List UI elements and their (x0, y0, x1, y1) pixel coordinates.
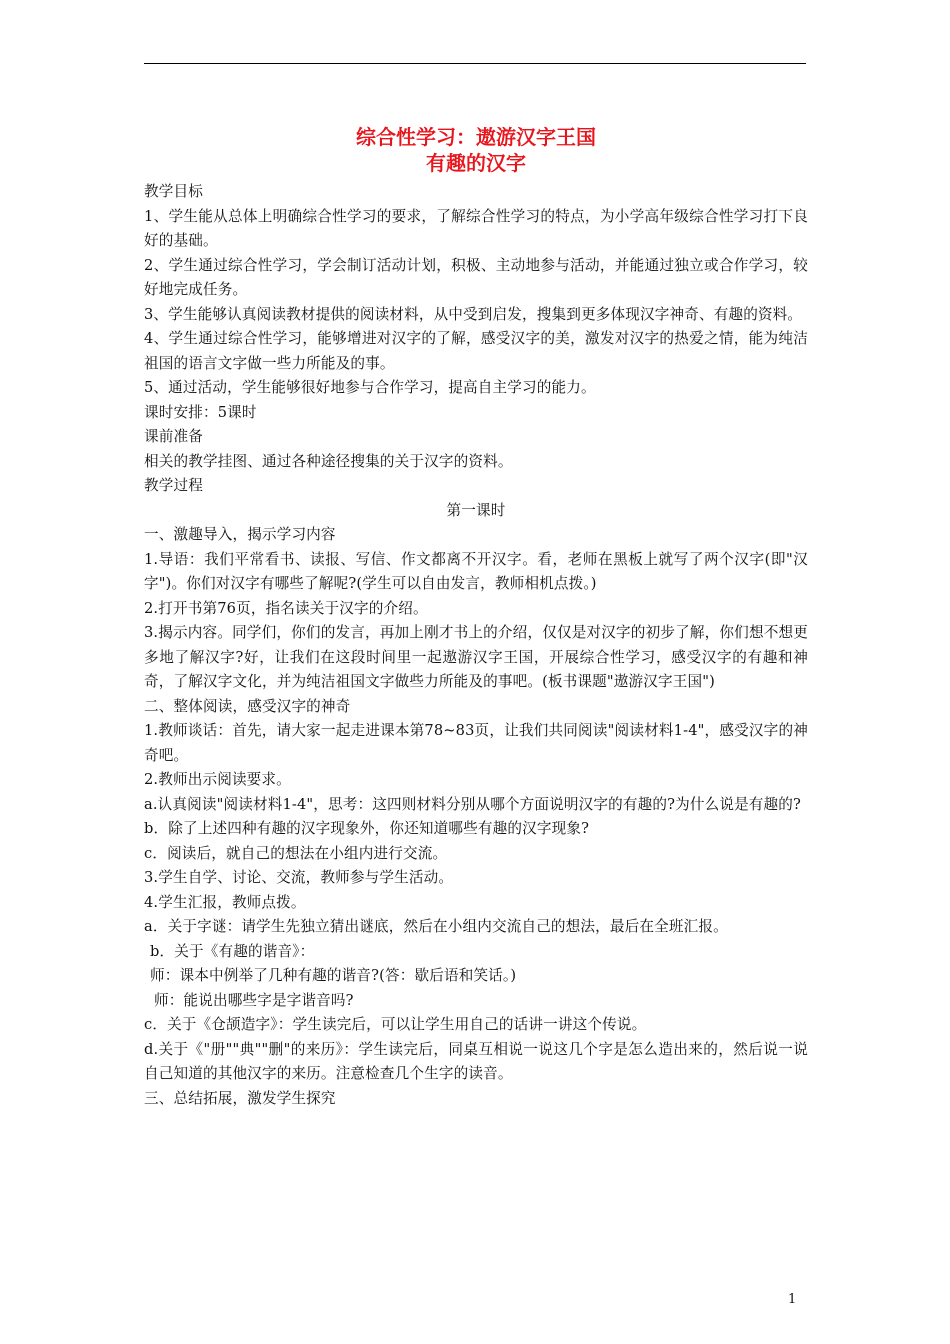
goal-1: 1、学生能从总体上明确综合性学习的要求，了解综合性学习的特点，为小学高年级综合性学习打下良好的基础。 (144, 207, 808, 249)
goal-2: 2、学生通过综合性学习，学会制订活动计划，积极、主动地参与活动，并能通过独立或合作学习，较好地完成任务。 (144, 256, 808, 298)
goal-5: 5、通过活动，学生能够很好地参与合作学习，提高自主学习的能力。 (144, 379, 596, 396)
report-item-b-question-2: 师：能说出哪些字是字谐音吗? (154, 991, 354, 1009)
section-heading-goals: 教学目标 (144, 183, 203, 200)
report-item-b-question-1: 师：课本中例举了几种有趣的谐音?(答：歇后语和笑话。) (150, 967, 517, 984)
section-heading-preparation: 课前准备 (144, 428, 203, 445)
part-1-item-3: 3.揭示内容。同学们，你们的发言，再加上刚才书上的介绍，仅仅是对汉字的初步了解，你们想不想更多地了解汉字?好，让我们在这段时间里一起遨游汉字王国，开展综合性学习，感受汉字的有趣和神奇，了解汉字文化，并为纯洁祖国文字做些力所能及的事吧。(板书课题"遨游汉字王国") (144, 624, 808, 690)
goal-4: 4、学生通过综合性学习，能够增进对汉字的了解，感受汉字的美，激发对汉字的热爱之情，能为纯洁祖国的语言文字做一些力所能及的事。 (144, 330, 808, 372)
part-2-heading: 二、整体阅读，感受汉字的神奇 (144, 697, 351, 715)
reading-requirement-c: c．阅读后，就自己的想法在小组内进行交流。 (144, 844, 448, 862)
document-title: 综合性学习：遨游汉字王国 (356, 125, 596, 149)
reading-requirement-b: b．除了上述四种有趣的汉字现象外，你还知道哪些有趣的汉字现象? (144, 820, 590, 837)
part-1-item-1: 1.导语：我们平常看书、读报、写信、作文都离不开汉字。看，老师在黑板上就写了两个汉字(即"汉字")。你们对汉字有哪些了解呢?(学生可以自由发言，教师相机点拨。) (144, 550, 808, 592)
part-1-heading: 一、激趣导入，揭示学习内容 (144, 526, 336, 543)
report-item-c: c．关于《仓颉造字》：学生读完后，可以让学生用自己的话讲一讲这个传说。 (144, 1016, 647, 1033)
part-1-item-2: 2.打开书第76页，指名读关于汉字的介绍。 (144, 599, 428, 617)
part-2-item-1: 1.教师谈话：首先，请大家一起走进课本第78~83页，让我们共同阅读"阅读材料1-4"，感受汉字的神奇吧。 (144, 722, 808, 764)
report-item-d: d.关于《"册""典""删"的来历》：学生读完后，同桌互相说一说这几个字是怎么造出来的，然后说一说自己知道的其他汉字的来历。注意检查几个生字的读音。 (144, 1040, 808, 1082)
lesson-heading: 第一课时 (446, 501, 506, 519)
page-number: 1 (788, 1292, 797, 1307)
lesson-schedule: 课时安排：5课时 (144, 403, 257, 421)
document-subtitle: 有趣的汉字 (426, 151, 526, 175)
document-body (144, 124, 808, 1111)
part-2-item-3: 3.学生自学、讨论、交流，教师参与学生活动。 (144, 869, 454, 886)
part-2-item-2: 2.教师出示阅读要求。 (144, 771, 291, 788)
header-rule (144, 63, 806, 64)
reading-requirement-a: a.认真阅读"阅读材料1-4"，思考：这四则材料分别从哪个方面说明汉字的有趣的?为什么说是有趣的? (144, 795, 802, 813)
part-2-item-4: 4.学生汇报，教师点拨。 (144, 893, 306, 911)
part-3-heading: 三、总结拓展，激发学生探究 (144, 1089, 336, 1107)
section-heading-process: 教学过程 (144, 477, 203, 494)
preparation-text: 相关的教学挂图、通过各种途径搜集的关于汉字的资料。 (144, 452, 513, 470)
goal-3: 3、学生能够认真阅读教材提供的阅读材料，从中受到启发，搜集到更多体现汉字神奇、有趣的资料。 (144, 305, 803, 323)
report-item-a: a．关于字谜：请学生先独立猜出谜底，然后在小组内交流自己的想法，最后在全班汇报。 (144, 918, 728, 935)
report-item-b: b．关于《有趣的谐音》： (150, 942, 315, 960)
